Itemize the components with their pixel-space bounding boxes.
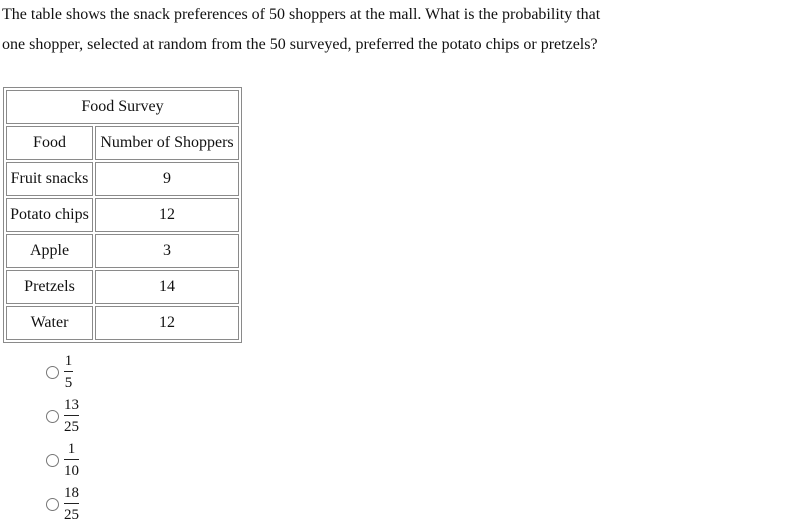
question-line-1: The table shows the snack preferences of 50 shoppers at the mall. What is the probability that <box>2 6 601 23</box>
radio-button[interactable] <box>46 366 59 379</box>
fraction-bar <box>64 503 79 504</box>
count-cell: 3 <box>95 234 239 268</box>
table-header-row <box>6 126 239 160</box>
radio-button[interactable] <box>46 498 59 511</box>
fraction <box>64 396 79 436</box>
numerator: 18 <box>64 485 79 501</box>
answer-choices <box>46 352 106 528</box>
answer-choice-b[interactable] <box>46 396 106 440</box>
food-cell: Potato chips <box>6 198 93 232</box>
answer-choice-d[interactable] <box>46 484 106 528</box>
table-row <box>6 270 239 304</box>
column-header-food: Food <box>6 126 93 160</box>
answer-choice-c[interactable] <box>46 440 106 484</box>
count-cell: 9 <box>95 162 239 196</box>
food-cell: Water <box>6 306 93 340</box>
column-header-number-of-shoppers: Number of Shoppers <box>95 126 239 160</box>
table-row <box>6 306 239 340</box>
radio-button[interactable] <box>46 454 59 467</box>
fraction-bar <box>64 459 79 460</box>
count-cell: 12 <box>95 198 239 232</box>
table-row <box>6 234 239 268</box>
numerator: 13 <box>64 397 79 413</box>
denominator: 25 <box>64 419 79 435</box>
denominator: 5 <box>64 375 73 391</box>
count-cell: 12 <box>95 306 239 340</box>
food-cell: Apple <box>6 234 93 268</box>
fraction <box>64 440 79 480</box>
numerator: 1 <box>67 441 76 457</box>
fraction-bar <box>64 415 79 416</box>
denominator: 10 <box>64 463 79 479</box>
answer-choice-a[interactable] <box>46 352 106 396</box>
denominator: 25 <box>64 507 79 523</box>
count-cell: 14 <box>95 270 239 304</box>
table-title: Food Survey <box>6 90 239 124</box>
food-survey-table <box>3 87 242 343</box>
food-cell: Fruit snacks <box>6 162 93 196</box>
table-caption-row <box>6 90 239 124</box>
fraction-bar <box>64 371 73 372</box>
numerator: 1 <box>64 353 73 369</box>
fraction <box>64 484 79 524</box>
question-text <box>2 0 792 60</box>
question-line-2: one shopper, selected at random from the 50 surveyed, preferred the potato chips or pretzels? <box>2 36 598 53</box>
radio-button[interactable] <box>46 410 59 423</box>
table-row <box>6 162 239 196</box>
fraction <box>64 352 73 392</box>
food-cell: Pretzels <box>6 270 93 304</box>
table-row <box>6 198 239 232</box>
